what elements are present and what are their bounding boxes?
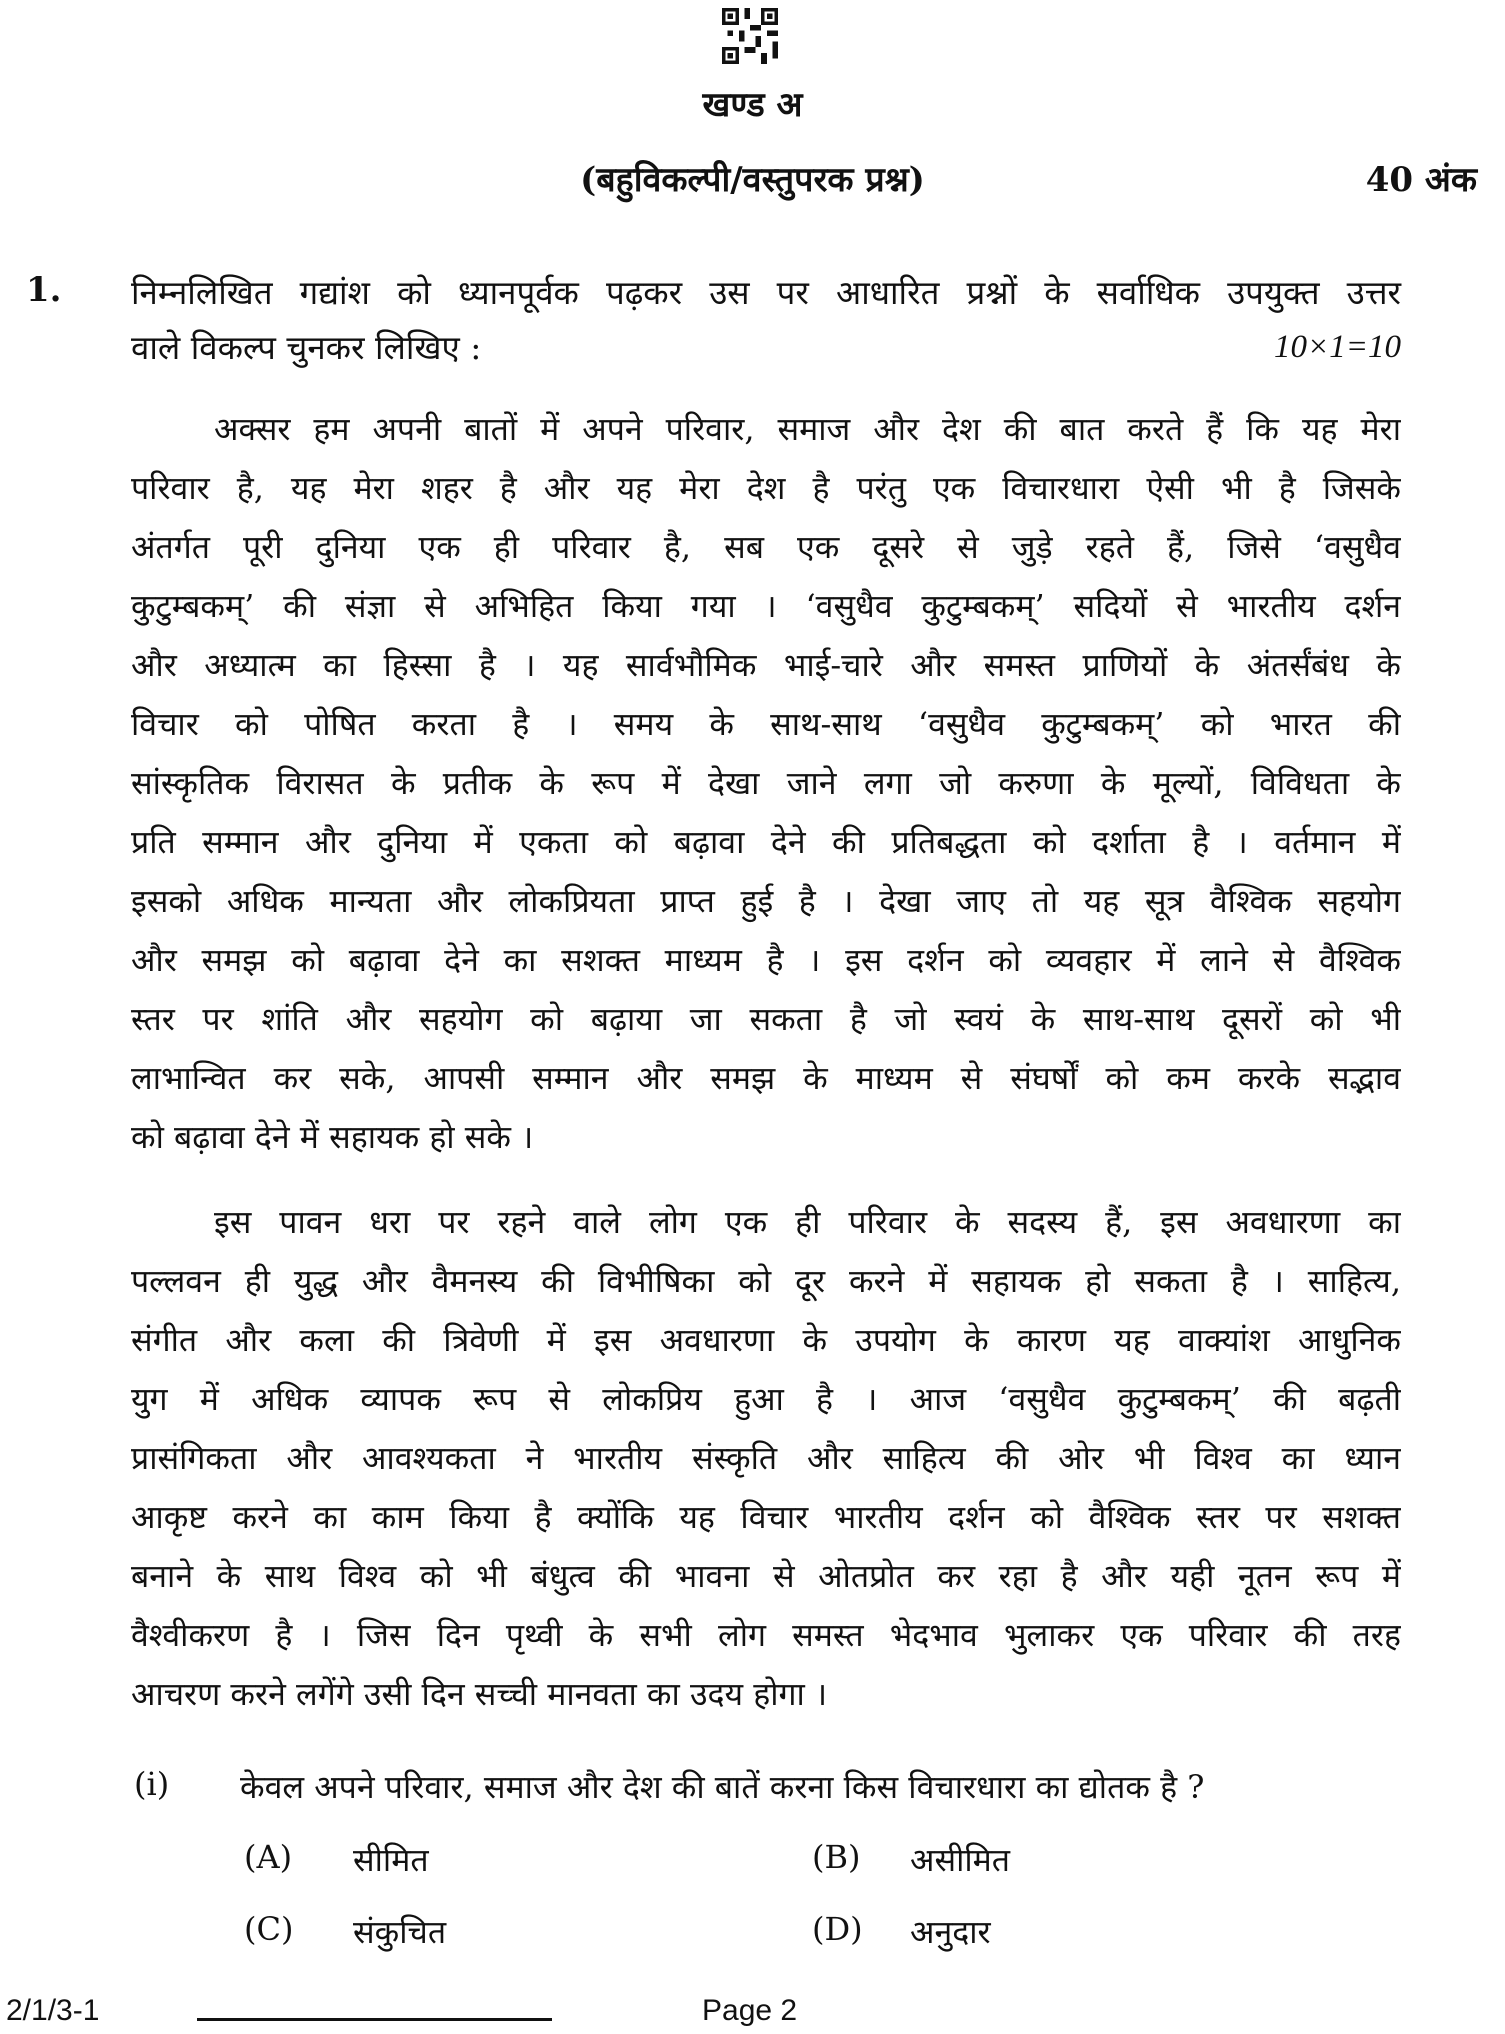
passage-line: विचार को पोषित करता है । समय के साथ-साथ ‘वसुधैव कुटुम्बकम्’ को भारत की	[131, 705, 1401, 743]
passage-paragraph-2	[131, 1193, 1401, 1724]
passage-line: स्तर पर शांति और सहयोग को बढ़ाया जा सकता है जो स्वयं के साथ-साथ दूसरों को भी	[131, 1000, 1401, 1038]
option-c-text: संकुचित	[353, 1913, 447, 1951]
passage-line: अंतर्गत पूरी दुनिया एक ही परिवार है, सब एक दूसरे से जुड़े रहते हैं, जिसे ‘वसुधैव	[131, 528, 1401, 566]
question-instruction	[131, 265, 1401, 375]
passage-line: बनाने के साथ विश्व को भी बंधुत्व की भावना से ओतप्रोत कर रहा है और यही नूतन रूप में	[131, 1557, 1401, 1595]
subquestion-number: (i)	[134, 1765, 170, 1803]
question-marks: 10×1=10	[1273, 329, 1401, 365]
passage-paragraph-1	[131, 400, 1401, 1167]
qr-code-icon	[722, 8, 778, 64]
instruction-line: निम्नलिखित गद्यांश को ध्यानपूर्वक पढ़कर उस पर आधारित प्रश्नों के सर्वाधिक उपयुक्त उत्तर	[131, 273, 1401, 312]
instruction-line: वाले विकल्प चुनकर लिखिए :	[131, 328, 482, 367]
passage-line: और समझ को बढ़ावा देने का सशक्त माध्यम है । इस दर्शन को व्यवहार में लाने से वैश्विक	[131, 941, 1401, 979]
passage-line: इस पावन धरा पर रहने वाले लोग एक ही परिवार के सदस्य हैं, इस अवधारणा का	[214, 1203, 1401, 1241]
passage-line: लाभान्वित कर सके, आपसी सम्मान और समझ के माध्यम से संघर्षों को कम करके सद्भाव	[131, 1059, 1401, 1097]
passage-line: को बढ़ावा देने में सहायक हो सके ।	[131, 1118, 534, 1156]
passage-line: प्रासंगिकता और आवश्यकता ने भारतीय संस्कृति और साहित्य की ओर भी विश्व का ध्यान	[131, 1439, 1401, 1477]
option-b-text: असीमित	[910, 1841, 1011, 1879]
section-title: खण्ड अ	[702, 85, 803, 125]
passage-line: पल्लवन ही युद्ध और वैमनस्य की विभीषिका को दूर करने में सहायक हो सकता है । साहित्य,	[131, 1262, 1401, 1300]
paper-code: 2/1/3-1	[6, 1994, 100, 2027]
passage-line: और अध्यात्म का हिस्सा है । यह सार्वभौमिक भाई-चारे और समस्त प्राणियों के अंतर्संबंध के	[131, 646, 1401, 684]
option-d-label: (D)	[812, 1910, 863, 1948]
option-b-label: (B)	[812, 1838, 861, 1876]
passage-line: वैश्वीकरण है । जिस दिन पृथ्वी के सभी लोग समस्त भेदभाव भुलाकर एक परिवार की तरह	[131, 1616, 1401, 1654]
option-d-text: अनुदार	[910, 1913, 991, 1951]
passage-line: सांस्कृतिक विरासत के प्रतीक के रूप में देखा जाने लगा जो करुणा के मूल्यों, विविधता के	[131, 764, 1401, 802]
passage-line: परिवार है, यह मेरा शहर है और यह मेरा देश है परंतु एक विचारधारा ऐसी भी है जिसके	[131, 469, 1401, 507]
question-number: 1.	[26, 270, 62, 310]
passage-line: संगीत और कला की त्रिवेणी में इस अवधारणा के उपयोग के कारण यह वाक्यांश आधुनिक	[131, 1321, 1401, 1359]
section-marks: 40 अंक	[1365, 160, 1477, 200]
option-a-text: सीमित	[353, 1841, 429, 1879]
option-a-label: (A)	[244, 1838, 293, 1876]
passage-line: आचरण करने लगेंगे उसी दिन सच्ची मानवता का उदय होगा ।	[131, 1675, 828, 1713]
option-c-label: (C)	[244, 1910, 294, 1948]
passage-line: प्रति सम्मान और दुनिया में एकता को बढ़ावा देने की प्रतिबद्धता को दर्शाता है । वर्तमान में	[131, 823, 1401, 861]
passage-line: अक्सर हम अपनी बातों में अपने परिवार, समाज और देश की बात करते हैं कि यह मेरा	[214, 410, 1401, 448]
passage-line: आकृष्ट करने का काम किया है क्योंकि यह विचार भारतीय दर्शन को वैश्विक स्तर पर सशक्त	[131, 1498, 1401, 1536]
section-subtitle: (बहुविकल्पी/वस्तुपरक प्रश्न)	[580, 160, 925, 200]
footer-divider	[197, 2018, 552, 2021]
subquestion-text: केवल अपने परिवार, समाज और देश की बातें करना किस विचारधारा का द्योतक है ?	[240, 1768, 1205, 1806]
passage-line: कुटुम्बकम्’ की संज्ञा से अभिहित किया गया । ‘वसुधैव कुटुम्बकम्’ सदियों से भारतीय दर्शन	[131, 587, 1401, 625]
page-number: Page 2	[702, 1994, 798, 2027]
passage-line: युग में अधिक व्यापक रूप से लोकप्रिय हुआ है । आज ‘वसुधैव कुटुम्बकम्’ की बढ़ती	[131, 1380, 1401, 1418]
passage-line: इसको अधिक मान्यता और लोकप्रियता प्राप्त हुई है । देखा जाए तो यह सूत्र वैश्विक सहयोग	[131, 882, 1401, 920]
